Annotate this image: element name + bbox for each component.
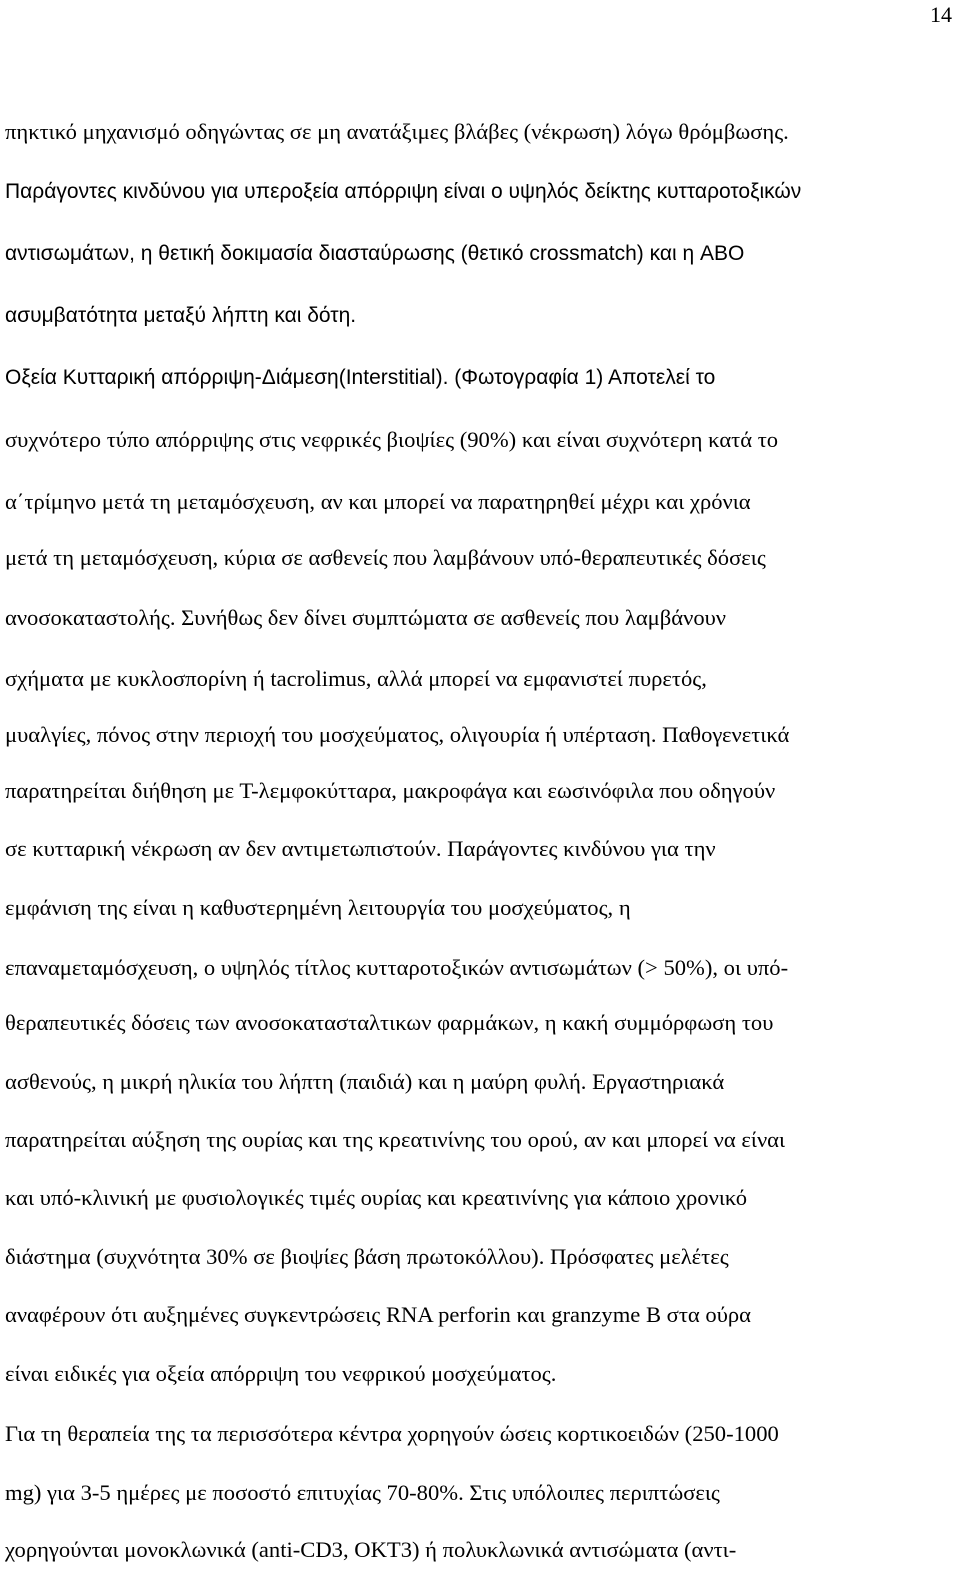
text-line: mg) για 3-5 ημέρες με ποσοστό επιτυχίας 70-80%. Στις υπόλοιπες περιπτώσεις xyxy=(5,1480,720,1505)
text-line: διάστημα (συχνότητα 30% σε βιοψίες βάση πρωτοκόλλου). Πρόσφατες μελέτες xyxy=(5,1244,729,1269)
text-line: συχνότερο τύπο απόρριψης στις νεφρικές βιοψίες (90%) και είναι συχνότερη κατά το xyxy=(5,427,779,452)
text-line: είναι ειδικές για οξεία απόρριψη του νεφρικού μοσχεύματος. xyxy=(5,1361,557,1386)
text-line: επαναμεταμόσχευση, ο υψηλός τίτλος κυτταροτοξικών αντισωμάτων (> 50%), οι υπό- xyxy=(5,955,789,980)
text-line: μυαλγίες, πόνος στην περιοχή του μοσχεύματος, ολιγουρία ή υπέρταση. Παθογενετικά xyxy=(5,722,790,747)
text-line: σχήματα με κυκλοσπορίνη ή tacrolimus, αλλά μπορεί να εμφανιστεί πυρετός, xyxy=(5,666,707,691)
text-line: θεραπευτικές δόσεις των ανοσοκατασταλτικων φαρμάκων, η κακή συμμόρφωση του xyxy=(5,1010,774,1035)
text-line: Παράγοντες κινδύνου για υπεροξεία απόρριψη είναι ο υψηλός δείκτης κυτταροτοξικών xyxy=(5,180,802,203)
text-line: α΄τρίμηνο μετά τη μεταμόσχευση, αν και μπορεί να παρατηρηθεί μέχρι και χρόνια xyxy=(5,489,751,514)
text-line: παρατηρείται διήθηση με Τ-λεμφοκύτταρα, μακροφάγα και εωσινόφιλα που οδηγούν xyxy=(5,778,776,803)
text-line: ασθενούς, η μικρή ηλικία του λήπτη (παιδιά) και η μαύρη φυλή. Εργαστηριακά xyxy=(5,1069,725,1094)
text-line: πηκτικό μηχανισμό οδηγώντας σε μη ανατάξιμες βλάβες (νέκρωση) λόγω θρόμβωσης. xyxy=(5,119,789,144)
text-line: Οξεία Κυτταρική απόρριψη-Διάμεση(Interstitial). (Φωτογραφία 1) Αποτελεί το xyxy=(5,366,716,389)
text-line: παρατηρείται αύξηση της ουρίας και της κρεατινίνης του ορού, αν και μπορεί να είναι xyxy=(5,1127,786,1152)
text-line: σε κυτταρική νέκρωση αν δεν αντιμετωπιστούν. Παράγοντες κινδύνου για την xyxy=(5,836,716,861)
text-line: και υπό-κλινική με φυσιολογικές τιμές ουρίας και κρεατινίνης για κάποιο χρονικό xyxy=(5,1185,748,1210)
text-line: μετά τη μεταμόσχευση, κύρια σε ασθενείς που λαμβάνουν υπό-θεραπευτικές δόσεις xyxy=(5,545,766,570)
text-line: Για τη θεραπεία της τα περισσότερα κέντρα χορηγούν ώσεις κορτικοειδών (250-1000 xyxy=(5,1421,779,1446)
page-number: 14 xyxy=(930,2,952,27)
text-line: ανοσοκαταστολής. Συνήθως δεν δίνει συμπτώματα σε ασθενείς που λαμβάνουν xyxy=(5,605,727,630)
text-line: ασυμβατότητα μεταξύ λήπτη και δότη. xyxy=(5,304,357,327)
text-line: χορηγούνται μονοκλωνικά (anti-CD3, OKT3) ή πολυκλωνικά αντισώματα (αντι- xyxy=(5,1537,737,1562)
text-line: εμφάνιση της είναι η καθυστερημένη λειτουργία του μοσχεύματος, η xyxy=(5,895,631,920)
text-line: αναφέρουν ότι αυξημένες συγκεντρώσεις RNA perforin και granzyme B στα ούρα xyxy=(5,1302,752,1327)
text-line: αντισωμάτων, η θετική δοκιμασία διασταύρωσης (θετικό crossmatch) και η ABO xyxy=(5,242,745,265)
